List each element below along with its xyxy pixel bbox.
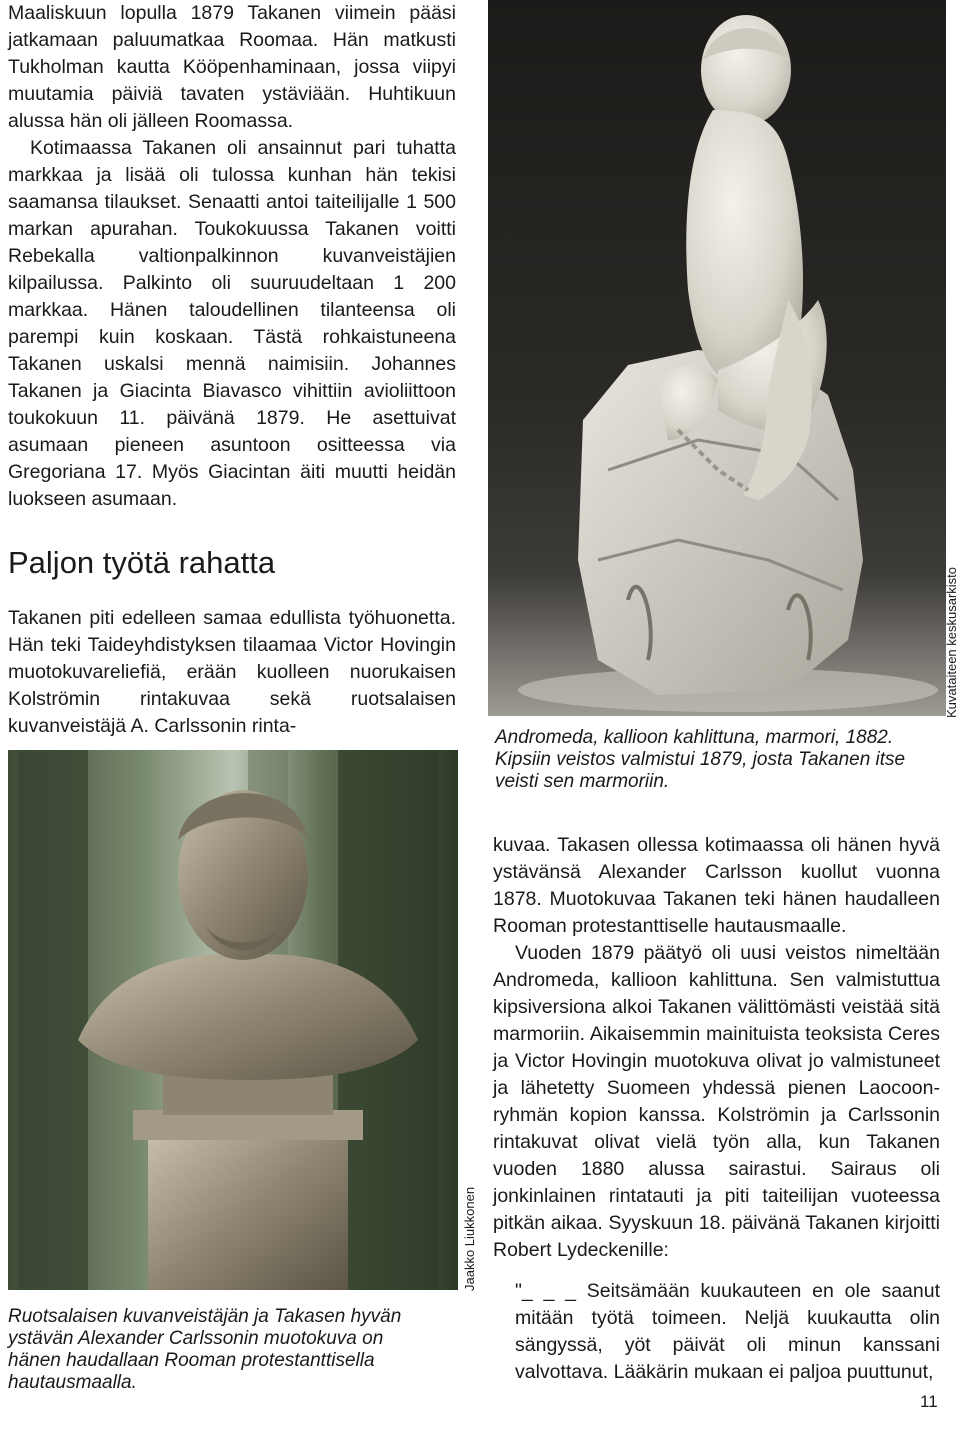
bust-caption: Ruotsalaisen kuvanveistäjän ja Takasen hyvän ystävän Alexander Carlssonin muotokuva on hänen haudallaan Rooman protestanttisella hautausmaalla. xyxy=(8,1306,402,1393)
body-paragraph: kuvaa. Takasen ollessa kotimaassa oli hänen hyvä ystävänsä Alexander Carlsson kuollut vuonna 1878. Muotokuvaa Takanen teki hänen haudalleen Rooman protestanttiselle hautausmaalle. xyxy=(493,834,940,937)
carlsson-bust-image xyxy=(8,750,458,1290)
statue-photo xyxy=(488,0,946,716)
statue-caption: Andromeda, kallioon kahlittuna, marmori, 1882. Kipsiin veistos valmistui 1879, josta Takanen itse veisti sen marmoriin. xyxy=(495,727,906,792)
andromeda-statue-image xyxy=(488,0,946,716)
photo-credit: Jaakko Liukkonen xyxy=(462,1186,477,1291)
photo-credit: Kuvataiteen keskusarkisto xyxy=(944,566,959,718)
right-column-text xyxy=(493,832,940,1386)
section-text xyxy=(8,605,456,740)
letter-quote: "_ _ _ Seitsämään kuukauteen en ole saanut mitään työtä toimeen. Neljä kuukautta olin sängyssä, yöt päivät oli minun kanssani valvottava. Lääkärin mukaan ei paljoa puuttunut, xyxy=(515,1280,940,1383)
section-heading: Paljon työtä rahatta xyxy=(8,545,276,580)
bust-photo xyxy=(8,750,458,1290)
left-top-text xyxy=(8,0,456,513)
page-number: 11 xyxy=(920,1392,938,1411)
body-paragraph: Vuoden 1879 päätyö oli uusi veistos nimeltään Andromeda, kallioon kahlittuna. Sen valmistuttua kipsiversiona alkoi Takanen välittömästi veistää sitä marmoriin. Aikaisemmin mainituista teoksista Ceres ja Victor Hovingin muotokuva olivat jo valmistuneet ja lähetetty Suomeen yhdessä pienen Laocoon-ryhmän kopion kanssa. Kolströmin ja Carlssonin rintakuvat olivat vielä työn alla, kun Takanen vuoden 1880 alussa sairastui. Sairaus oli jonkinlainen rintatauti ja piti taiteilijan vuoteessa pitkän aikaa. Syyskuun 18. päivänä Takanen kirjoitti Robert Lydeckenille: xyxy=(493,942,940,1261)
body-paragraph: Takanen piti edelleen samaa edullista työhuonetta. Hän teki Taideyhdistyksen tilaamaa Victor Hovingin muotokuvareliefiä, erään kuolleen nuorukaisen Kolströmin rintakuvaa sekä ruotsalaisen kuvanveistäjä A. Carlssonin rinta- xyxy=(8,607,456,737)
body-paragraph: Maaliskuun lopulla 1879 Takanen viimein pääsi jatkamaan paluumatkaa Roomaa. Hän matkusti Tukholman kautta Kööpenhaminaan, jossa viipyi muutamia päiviä tavaten ystäviään. Huhtikuun alussa hän oli jälleen Roomassa. xyxy=(8,2,456,132)
body-paragraph: Kotimaassa Takanen oli ansainnut pari tuhatta markkaa ja lisää oli tulossa kunhan hän tekisi saamansa tilaukset. Senaatti antoi taiteilijalle 1 500 markan apurahan. Toukokuussa Takanen voitti Rebekalla valtionpalkinnon kuvanveistäjien kilpailussa. Palkinto oli suuruudeltaan 1 200 markkaa. Hänen taloudellinen tilanteensa oli parempi kuin koskaan. Tästä rohkaistuneena Takanen uskalsi mennä naimisiin. Johannes Takanen ja Giacinta Biavasco vihittiin avioliittoon toukokuun 11. päivänä 1879. He asettuivat asumaan pieneen asuntoon ositteessa via Gregoriana 17. Myös Giacintan äiti muutti heidän luokseen asumaan. xyxy=(8,137,456,510)
